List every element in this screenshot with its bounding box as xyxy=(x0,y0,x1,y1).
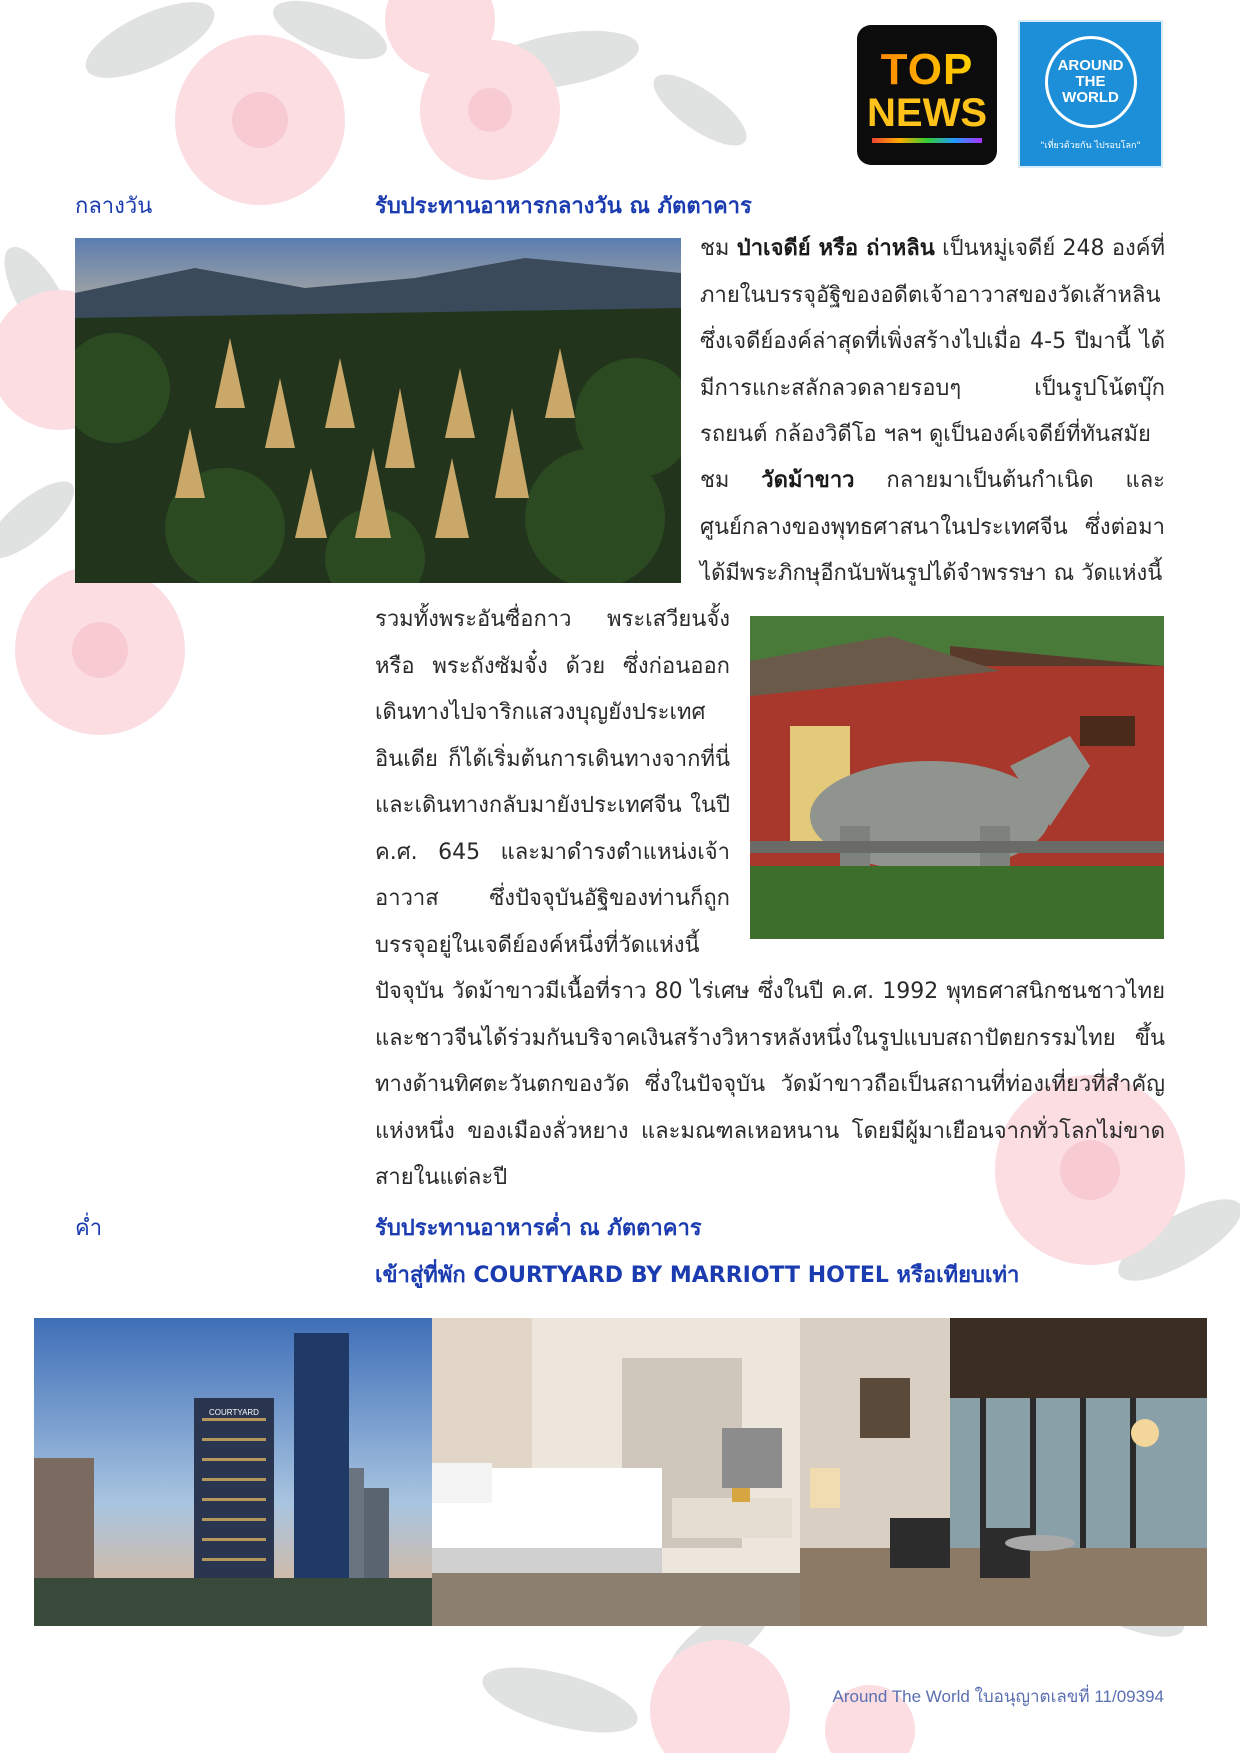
top-news-logo xyxy=(857,25,997,165)
white-horse-temple-paragraph xyxy=(700,458,1165,598)
hotel-heading: เข้าสู่ที่พัก COURTYARD BY MARRIOTT HOTEL หรือเทียบเท่า xyxy=(375,1263,1020,1288)
around-the-world-logo-name: AROUND THE WORLD xyxy=(1045,36,1137,128)
hotel-sign-text: COURTYARD xyxy=(209,1408,259,1417)
license-footer: Around The World ใบอนุญาตเลขที่ 11/09394 xyxy=(832,1687,1164,1706)
dinner-label: ค่ำ xyxy=(75,1216,103,1241)
dinner-heading: รับประทานอาหารค่ำ ณ ภัตตาคาร xyxy=(375,1216,702,1241)
monk-paragraph: รวมทั้งพระอันซื่อกาว พระเสวียนจั้ง หรือ พระถังซัมจั๋ง ด้วย ซึ่งก่อนออกเดินทางไปจาริกแสวงบุญยังประเทศอินเดีย ก็ได้เริ่มต้นการเดินทางจากที่นี่ และเดินทางกลับมายังประเทศจีน ในปี ค.ศ. 645 และมาดำรงตำแหน่งเจ้าอาวาส ซึ่งปัจจุบันอัฐิของท่านก็ถูกบรรจุอยู่ในเจดีย์องค์หนึ่งที่วัดแห่งนี้ xyxy=(375,607,730,958)
lunch-heading: รับประทานอาหารกลางวัน ณ ภัตตาคาร xyxy=(375,194,752,219)
white-horse-temple-name: วัดม้าขาว xyxy=(761,468,855,493)
top-news-logo-line2: NEWS xyxy=(867,90,987,135)
white-horse-intro-text: ชม xyxy=(700,468,762,493)
hotel-exterior-photo xyxy=(34,1318,432,1626)
pagoda-forest-photo xyxy=(75,238,681,583)
around-the-world-logo-tagline: "เที่ยวด้วยกัน ไปรอบโลก" xyxy=(1040,141,1141,151)
hotel-room-photo xyxy=(432,1318,800,1626)
pagoda-description-text: เป็นหมู่เจดีย์ 248 องค์ที่ภายในบรรจุอัฐิของอดีตเจ้าอาวาสของวัดเส้าหลิน ซึ่งเจดีย์องค์ล่าสุดที่เพิ่งสร้างไปเมื่อ 4-5 ปีมานี้ ได้มีการแกะสลักลวดลายรอบๆ เป็นรูปโน้ตบุ๊กรถยนต์ กล้องวิดีโอ ฯลฯ ดูเป็นองค์เจดีย์ที่ทันสมัย xyxy=(700,236,1165,447)
top-news-rainbow-bar xyxy=(872,138,982,143)
white-horse-description-text: กลายมาเป็นต้นกำเนิด และศูนย์กลางของพุทธศาสนาในประเทศจีน ซึ่งต่อมาได้มีพระภิกษุอีกนับพันรูปได้จำพรรษา ณ วัดแห่งนี้ xyxy=(700,468,1165,586)
top-news-logo-line1: TOP xyxy=(880,44,974,94)
lunch-label: กลางวัน xyxy=(75,194,153,219)
pagoda-forest-paragraph xyxy=(700,226,1165,459)
pagoda-forest-name: ป่าเจดีย์ หรือ ถ่าหลิน xyxy=(736,236,935,261)
hotel-lobby-photo xyxy=(800,1318,1207,1626)
white-horse-temple-photo xyxy=(750,616,1164,939)
pagoda-intro-text: ชม xyxy=(700,236,737,261)
white-horse-today-paragraph: ปัจจุบัน วัดม้าขาวมีเนื้อที่ราว 80 ไร่เศษ ซึ่งในปี ค.ศ. 1992 พุทธศาสนิกชนชาวไทยและชาวจีนได้ร่วมกันบริจาคเงินสร้างวิหารหลังหนึ่งในรูปแบบสถาปัตยกรรมไทย ขึ้นทางด้านทิศตะวันตกของวัด ซึ่งในปัจจุบัน วัดม้าขาวถือเป็นสถานที่ท่องเที่ยวที่สำคัญแห่งหนึ่ง ของเมืองลั่วหยาง และมณฑลเหอหนาน โดยมีผู้มาเยือนจากทั่วโลกไม่ขาดสายในแต่ละปี xyxy=(375,979,1165,1190)
around-the-world-logo xyxy=(1018,20,1163,168)
